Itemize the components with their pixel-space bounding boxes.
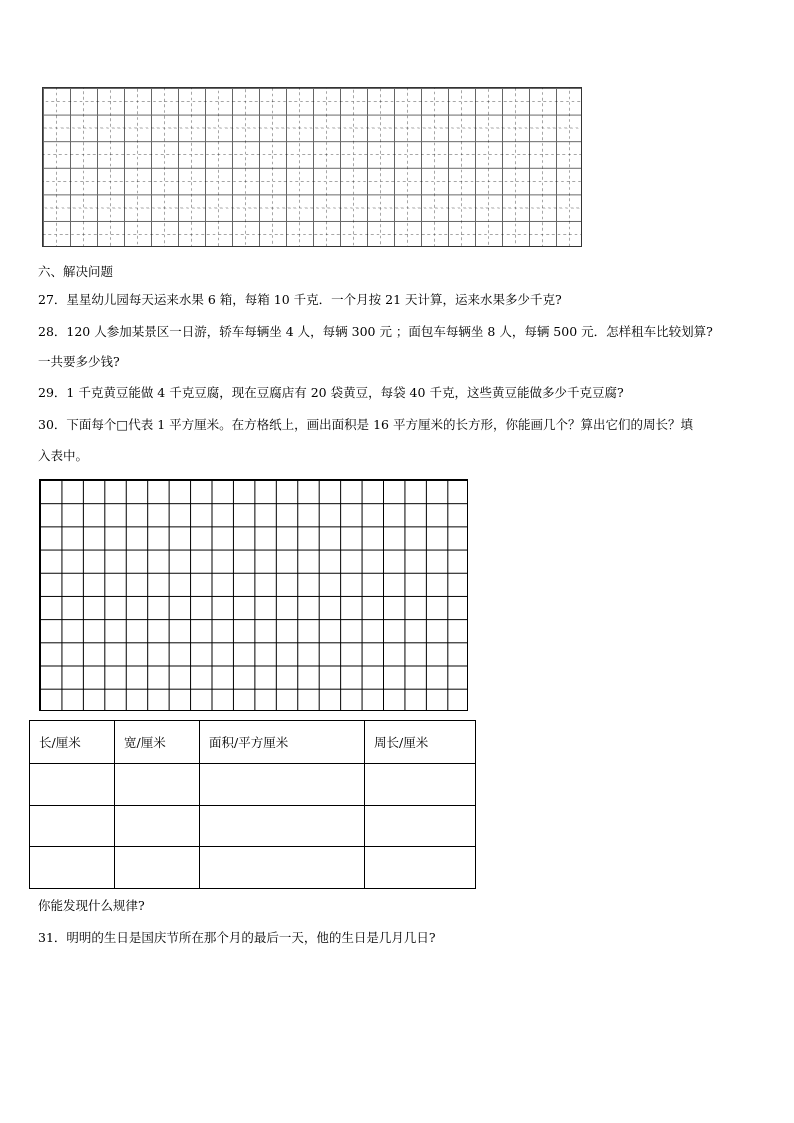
- table-cell[interactable]: [365, 847, 476, 889]
- table-cell[interactable]: [115, 805, 200, 847]
- header-perimeter: 周长/厘米: [365, 721, 476, 764]
- question-31: 31．明明的生日是国庆节所在那个月的最后一天，他的生日是几月几日?: [38, 930, 436, 945]
- table-cell[interactable]: [115, 847, 200, 889]
- section-title: 六、解决问题: [38, 264, 114, 279]
- square-grid-paper[interactable]: [39, 479, 468, 711]
- header-width: 宽/厘米: [115, 721, 200, 764]
- question-29: 29．1 千克黄豆能做 4 千克豆腐，现在豆腐店有 20 袋黄豆，每袋 40 千克，这些黄豆能做多少千克豆腐?: [38, 385, 624, 400]
- table-cell[interactable]: [200, 847, 365, 889]
- table-cell[interactable]: [30, 805, 115, 847]
- table-cell[interactable]: [365, 805, 476, 847]
- table-row: [30, 805, 476, 847]
- question-28-line-2: 一共要多少钱?: [38, 354, 120, 369]
- question-30-followup: 你能发现什么规律?: [38, 898, 145, 913]
- table-cell[interactable]: [30, 764, 115, 806]
- table-cell[interactable]: [30, 847, 115, 889]
- answer-table: [29, 720, 476, 889]
- table-cell[interactable]: [200, 805, 365, 847]
- table-row: [30, 764, 476, 806]
- table-row: [30, 847, 476, 889]
- header-length: 长/厘米: [30, 721, 115, 764]
- table-cell[interactable]: [115, 764, 200, 806]
- table-cell[interactable]: [200, 764, 365, 806]
- header-area: 面积/平方厘米: [200, 721, 365, 764]
- table-cell[interactable]: [365, 764, 476, 806]
- question-30-line-1: 30．下面每个□代表 1 平方厘米。在方格纸上，画出面积是 16 平方厘米的长方形，你能画几个？算出它们的周长？填: [38, 417, 693, 432]
- table-header-row: [30, 721, 476, 764]
- question-30-line-2: 入表中。: [38, 448, 89, 463]
- question-28-line-1: 28．120 人参加某景区一日游，轿车每辆坐 4 人，每辆 300 元 ；面包车每辆坐 8 人，每辆 500 元．怎样租车比较划算?: [38, 324, 713, 339]
- question-27: 27．星星幼儿园每天运来水果 6 箱，每箱 10 千克．一个月按 21 天计算，运来水果多少千克?: [38, 292, 562, 307]
- writing-grid-top: [42, 87, 582, 247]
